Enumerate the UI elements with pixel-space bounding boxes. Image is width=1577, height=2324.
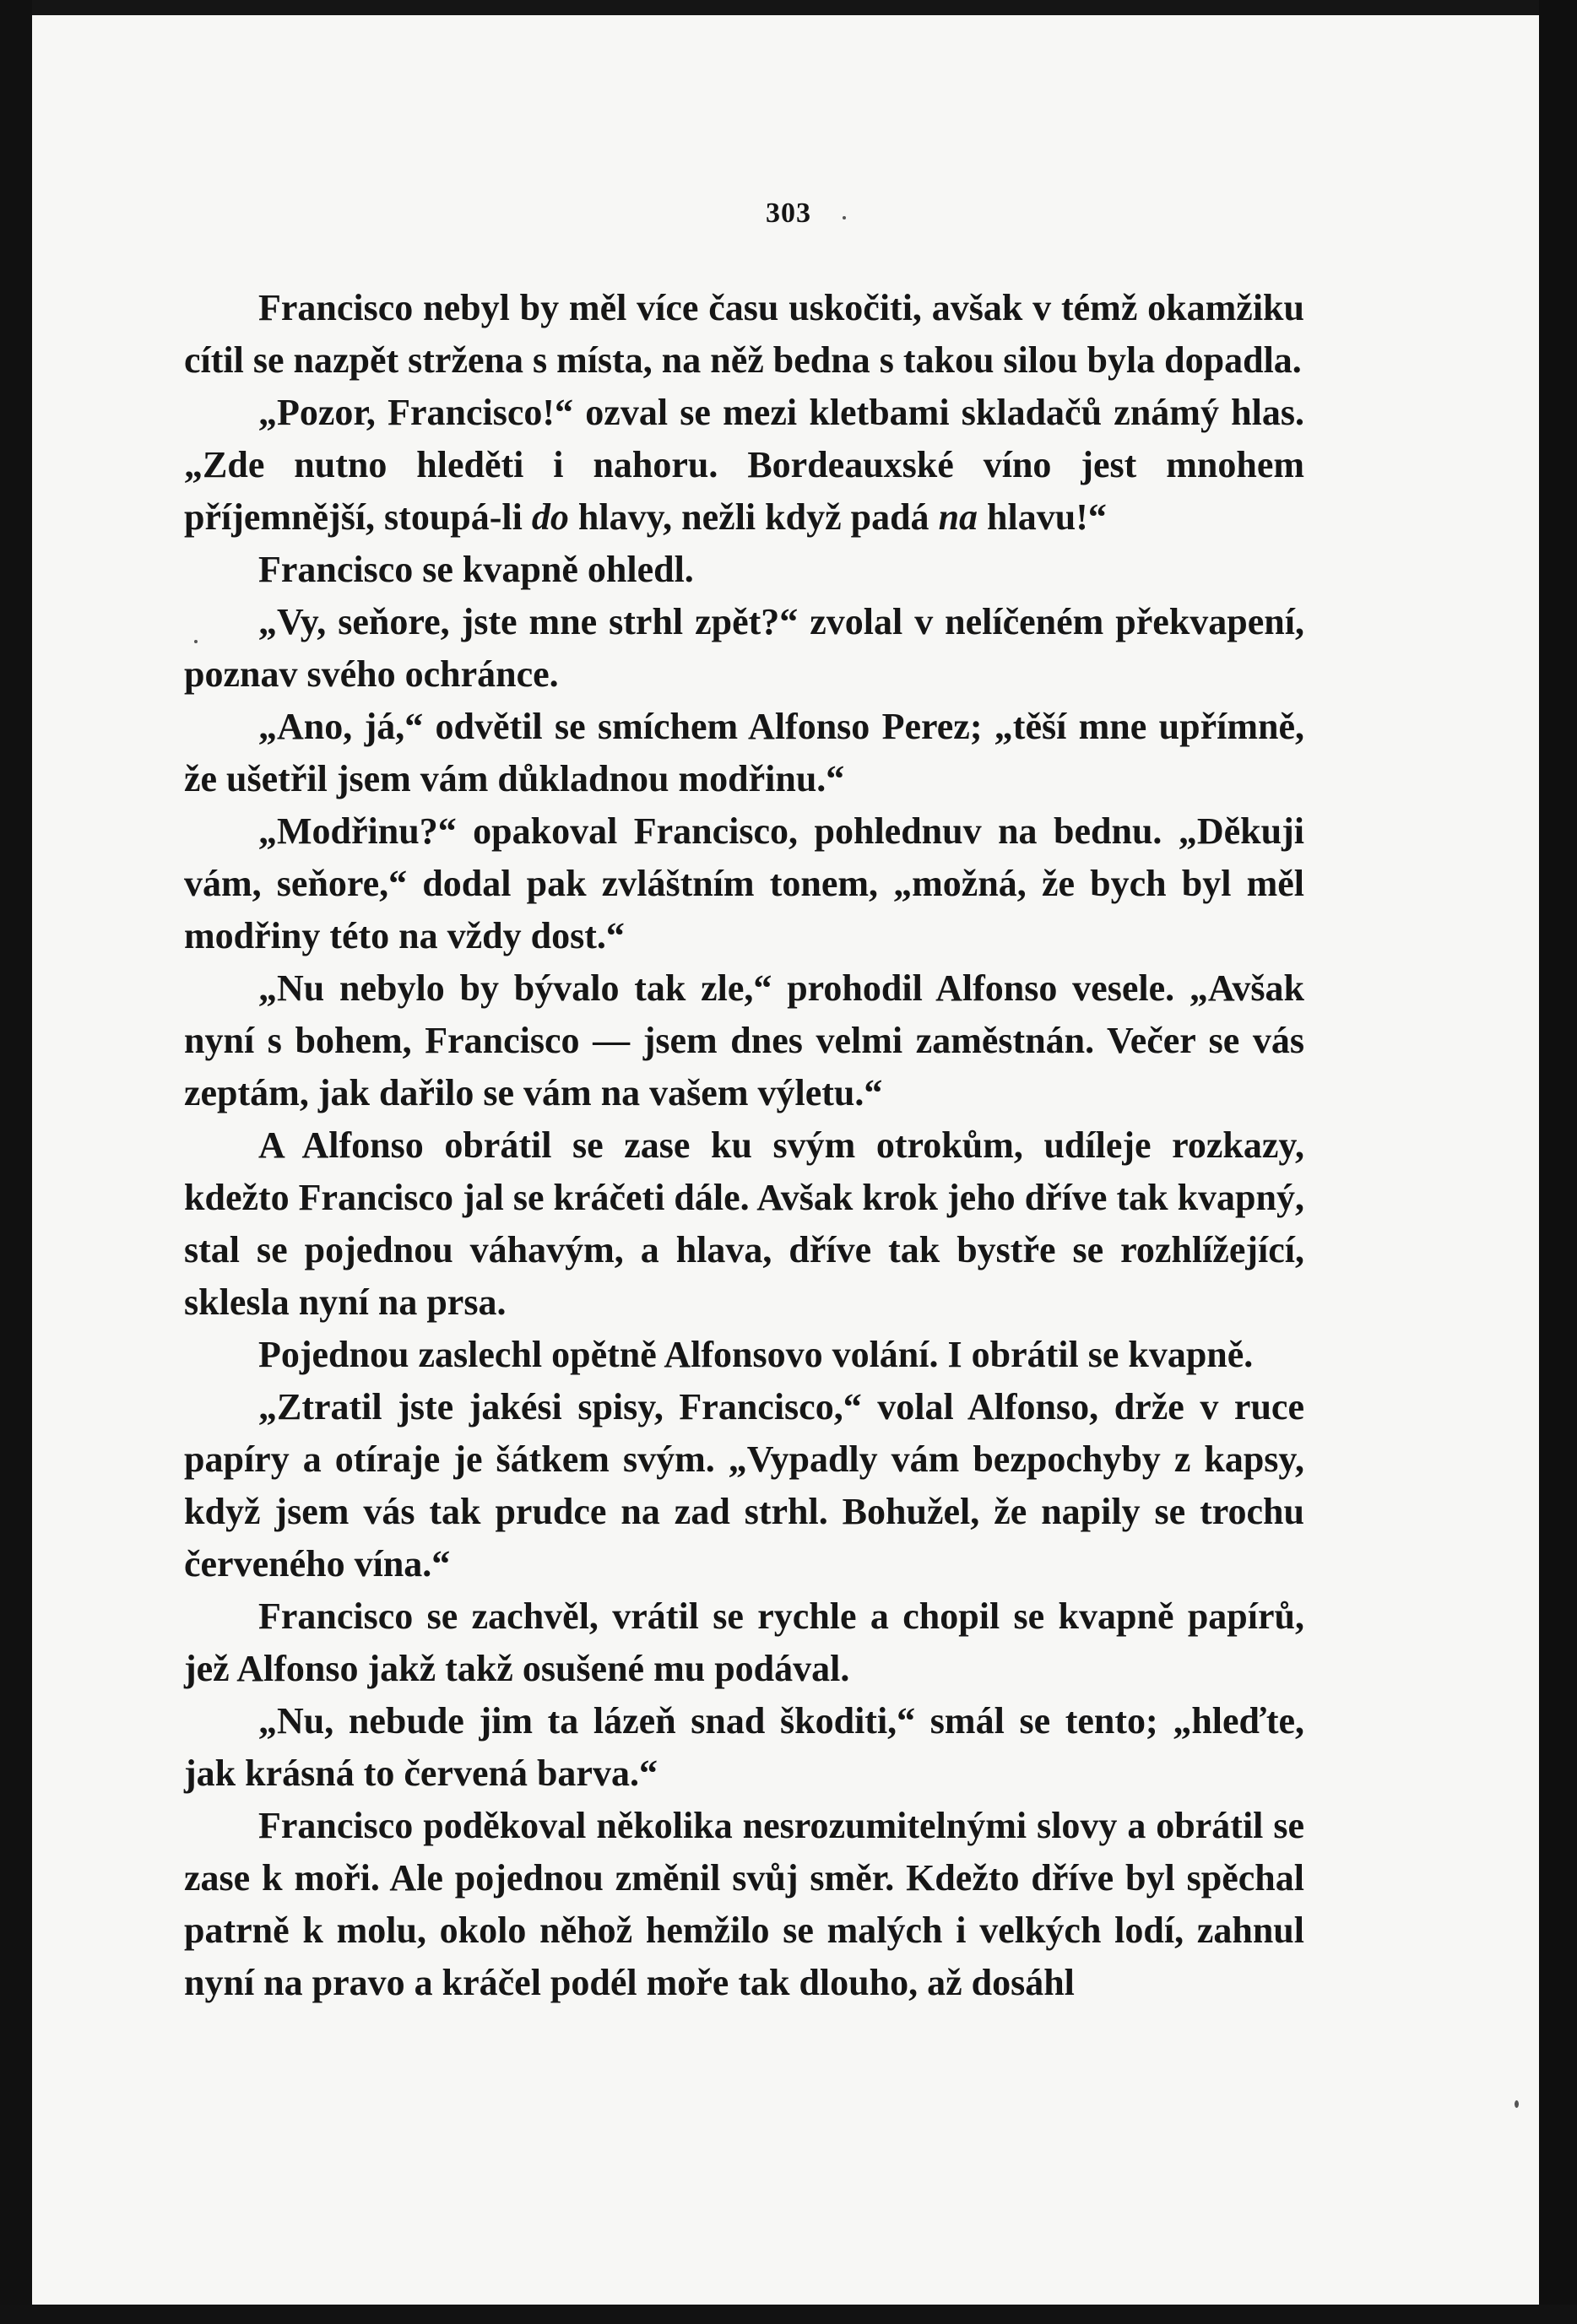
scan-border-left — [0, 0, 32, 2324]
paragraph — [184, 1329, 1304, 1381]
paragraph-text: „Nu nebylo by bývalo tak zle,“ prohodil Alfonso vesele. „Avšak nyní s bohem, Francisco — jsem dnes velmi zaměstnán. Večer se vás zeptám, jak dařilo se vám na vašem výletu.“ — [184, 967, 1304, 1113]
paragraph — [184, 1695, 1304, 1800]
paragraph-text: „Ztratil jste jakési spisy, Francisco,“ volal Alfonso, drže v ruce papíry a otíraje je šátkem svým. „Vypadly vám bezpochyby z kapsy, když jsem vás tak prudce na zad strhl. Bohužel, že napily se trochu červeného vína.“ — [184, 1386, 1304, 1585]
paragraph — [184, 1590, 1304, 1695]
emphasis-text: na — [938, 496, 978, 538]
page-speck — [1515, 2100, 1519, 2108]
paragraph-text: „Nu, nebude jim ta lázeň snad škoditi,“ smál se tento; „hleďte, jak krásná to červená barva.“ — [184, 1700, 1304, 1794]
paragraph — [184, 1381, 1304, 1590]
paragraph-text: Francisco se kvapně ohledl. — [258, 549, 694, 590]
paragraph-text: „Ano, já,“ odvětil se smíchem Alfonso Perez; „těší mne upřímně, že ušetřil jsem vám důkladnou modřinu.“ — [184, 706, 1304, 799]
emphasis-text: do — [531, 496, 569, 538]
paragraph-text: Francisco poděkoval několika nesrozumitelnými slovy a obrátil se zase k moři. Ale pojednou změnil svůj směr. Kdežto dříve byl spěchal patrně k molu, okolo něhož hemžilo se malých i velkých lodí, zahnul nyní na pravo a kráčel podél moře tak dlouho, až dosáhl — [184, 1805, 1304, 2003]
paragraph-text: „Modřinu?“ opakoval Francisco, pohlednuv na bednu. „Děkuji vám, seňore,“ dodal pak zvláštním tonem, „možná, že bych byl měl modřiny této na vždy dost.“ — [184, 810, 1304, 956]
paragraph-text: Francisco nebyl by měl více času uskočiti, avšak v témž okamžiku cítil se nazpět stržena s místa, na něž bedna s takou silou byla dopadla. — [184, 287, 1304, 381]
paragraph — [184, 544, 1304, 596]
paragraph — [184, 1800, 1304, 2009]
paragraph-text: A Alfonso obrátil se zase ku svým otrokům, udíleje rozkazy, kdežto Francisco jal se kráčeti dále. Avšak krok jeho dříve tak kvapný, stal se pojednou váhavým, a hlava, dříve tak bystře se rozhlížející, sklesla nyní na prsa. — [184, 1124, 1304, 1323]
page-number: 303 — [766, 198, 811, 229]
scan-border-right — [1539, 0, 1577, 2324]
paragraph-text: „Vy, seňore, jste mne strhl zpět?“ zvolal v nelíčeném překvapení, poznav svého ochránce. — [184, 601, 1304, 695]
paragraph — [184, 387, 1304, 544]
scan-border-top — [0, 0, 1577, 15]
paragraph-text: Francisco se zachvěl, vrátil se rychle a chopil se kvapně papírů, jež Alfonso jakž takž osušené mu podával. — [184, 1595, 1304, 1689]
paragraph — [184, 596, 1304, 701]
paragraph — [184, 805, 1304, 962]
paragraph — [184, 962, 1304, 1119]
body-text — [184, 282, 1304, 2009]
paragraph — [184, 282, 1304, 387]
scan-border-bottom — [0, 2305, 1577, 2324]
paragraph-text: „Pozor, Francisco!“ ozval se mezi kletbami skladačů známý hlas. „Zde nutno hleděti i nahoru. Bordeauxské víno jest mnohem příjemnější, stoupá-li — [184, 392, 1304, 538]
paragraph-text: Pojednou zaslechl opětně Alfonsovo volání. I obrátil se kvapně. — [258, 1334, 1254, 1375]
paragraph — [184, 1119, 1304, 1329]
paragraph — [184, 701, 1304, 805]
paragraph-text: hlavu!“ — [978, 496, 1107, 538]
paragraph-text: hlavy, nežli když padá — [568, 496, 939, 538]
